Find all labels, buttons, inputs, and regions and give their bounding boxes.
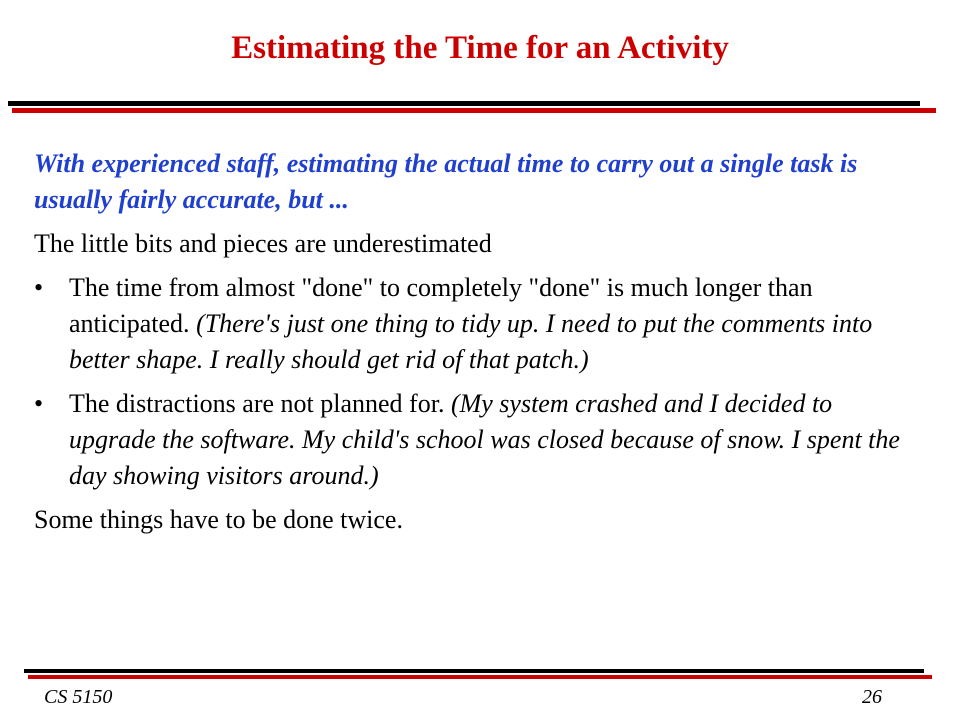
point-done-twice: Some things have to be done twice. bbox=[34, 505, 403, 534]
bullet-marker: • bbox=[34, 389, 44, 418]
course-label: CS 5150 bbox=[44, 686, 113, 708]
title-rule-black bbox=[8, 101, 920, 106]
slide-body bbox=[34, 146, 914, 546]
bullet-item bbox=[34, 270, 914, 378]
slide-title: Estimating the Time for an Activity bbox=[231, 30, 729, 66]
footer-rule-red bbox=[28, 675, 932, 679]
bullet-aside: (There's just one thing to tidy up. I need to put the comments into better shape. I really should get rid of that patch.) bbox=[69, 309, 873, 374]
bullet-item bbox=[34, 386, 914, 494]
point-underestimated: The little bits and pieces are underestimated bbox=[34, 229, 492, 258]
bullet-text: The distractions are not planned for. bbox=[69, 389, 451, 418]
footer-rule-black bbox=[24, 669, 924, 673]
page-number: 26 bbox=[862, 686, 882, 708]
bullet-marker: • bbox=[34, 273, 44, 302]
bullet-aside: (My system crashed and I decided to upgrade the software. My child's school was closed because of snow. I spent the day showing visitors around.) bbox=[69, 389, 900, 490]
bullet-text: The time from almost "done" to completely "done" is much longer than anticipated. bbox=[69, 273, 813, 338]
lead-statement: With experienced staff, estimating the actual time to carry out a single task is usually fairly accurate, but ... bbox=[34, 149, 858, 214]
title-rule-red bbox=[12, 108, 936, 113]
